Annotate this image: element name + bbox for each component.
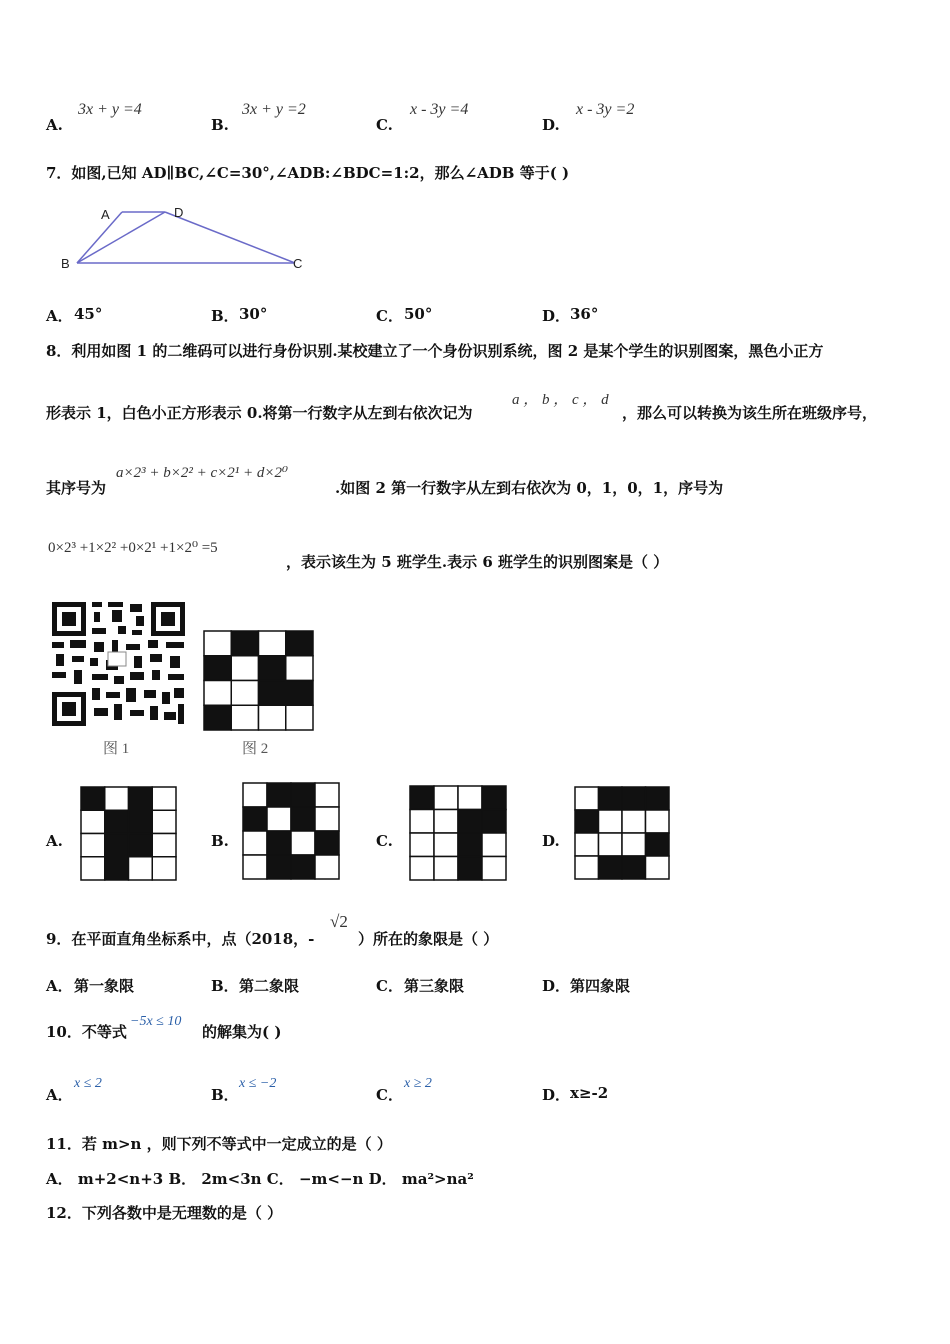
option-b-cell bbox=[291, 783, 315, 807]
option-b-cell bbox=[243, 783, 267, 807]
label-d: D bbox=[174, 205, 184, 220]
option-a-cell bbox=[105, 857, 129, 880]
q8-option-c-letter: C. bbox=[376, 832, 393, 850]
q6-option-d-expr: x - 3y =2 bbox=[576, 101, 635, 118]
figure2-cell bbox=[204, 705, 231, 730]
option-c-cell bbox=[458, 810, 482, 834]
q10-option-a-letter: A． bbox=[46, 1086, 73, 1104]
q8-formula-example: 0×2³ +1×2² +0×2¹ +1×2⁰ =5 bbox=[48, 540, 218, 556]
q11-options: A． m+2<n+3 B． 2m<3n C． −m<−n D． ma²>na² bbox=[46, 1170, 474, 1188]
option-c-cell bbox=[482, 833, 506, 857]
q7-option-b-text: 30° bbox=[239, 305, 268, 323]
option-c-cell bbox=[410, 786, 434, 810]
q7-option-a-text: 45° bbox=[74, 305, 103, 323]
q8-option-d-letter: D. bbox=[542, 832, 560, 850]
figure2-cell bbox=[231, 705, 258, 730]
option-d-cell bbox=[599, 856, 623, 879]
option-d-cell bbox=[646, 810, 670, 833]
option-d-cell bbox=[575, 856, 599, 879]
q6-option-c-letter: C. bbox=[376, 116, 393, 134]
q6-option-c-expr: x - 3y =4 bbox=[410, 101, 469, 118]
option-a-cell bbox=[152, 787, 176, 810]
q8-option-a-grid bbox=[80, 786, 177, 881]
option-b-cell bbox=[243, 807, 267, 831]
option-d-cell bbox=[575, 787, 599, 810]
q8-formula-general: a×2³ + b×2² + c×2¹ + d×2⁰ bbox=[116, 465, 289, 481]
q10-inequality: −5x ≤ 10 bbox=[130, 1014, 182, 1029]
option-c-cell bbox=[410, 857, 434, 881]
figure2-cell bbox=[259, 681, 286, 706]
option-c-cell bbox=[434, 833, 458, 857]
figure2-cell bbox=[231, 681, 258, 706]
option-b-cell bbox=[291, 855, 315, 879]
option-d-cell bbox=[646, 833, 670, 856]
q8-line2-b: ，那么可以转换为该生所在班级序号， bbox=[622, 404, 878, 422]
option-a-cell bbox=[105, 834, 129, 857]
q9-option-a-text: 第一象限 bbox=[74, 977, 135, 995]
figure2-cell bbox=[259, 631, 286, 656]
label-c: C bbox=[293, 256, 303, 271]
qr-code-image bbox=[50, 600, 187, 728]
option-a-cell bbox=[105, 810, 129, 833]
option-d-cell bbox=[622, 833, 646, 856]
q9-option-d-letter: D． bbox=[542, 977, 571, 995]
q10-option-b-expr: x ≤ −2 bbox=[239, 1076, 277, 1091]
option-b-cell bbox=[267, 855, 291, 879]
q8-option-a-letter: A. bbox=[46, 832, 63, 850]
q7-trapezoid-figure bbox=[55, 202, 315, 277]
option-c-cell bbox=[482, 857, 506, 881]
option-b-cell bbox=[291, 831, 315, 855]
q10-stem-a: 10．不等式 bbox=[46, 1023, 127, 1041]
q9-option-c-letter: C． bbox=[376, 977, 403, 995]
option-b-cell bbox=[267, 783, 291, 807]
q10-option-d-letter: D． bbox=[542, 1086, 571, 1104]
q10-stem-b: 的解集为( ) bbox=[202, 1023, 282, 1041]
q9-option-a-letter: A． bbox=[46, 977, 73, 995]
option-a-cell bbox=[129, 787, 153, 810]
option-a-cell bbox=[129, 810, 153, 833]
q9-option-b-text: 第二象限 bbox=[239, 977, 300, 995]
q11-stem: 11．若 m>n ，则下列不等式中一定成立的是（ ） bbox=[46, 1135, 392, 1153]
option-d-cell bbox=[599, 833, 623, 856]
option-a-cell bbox=[129, 857, 153, 880]
option-c-cell bbox=[410, 810, 434, 834]
option-a-cell bbox=[81, 787, 105, 810]
option-a-cell bbox=[152, 834, 176, 857]
q9-option-c-text: 第三象限 bbox=[404, 977, 465, 995]
option-c-cell bbox=[458, 833, 482, 857]
label-a: A bbox=[101, 207, 110, 222]
q7-option-b-letter: B． bbox=[211, 307, 239, 325]
option-d-cell bbox=[575, 810, 599, 833]
figure2-cell bbox=[286, 705, 313, 730]
option-b-cell bbox=[315, 783, 339, 807]
figure2-cell bbox=[231, 656, 258, 681]
label-b: B bbox=[61, 256, 70, 271]
option-b-cell bbox=[315, 855, 339, 879]
q10-option-c-letter: C． bbox=[376, 1086, 403, 1104]
option-c-cell bbox=[434, 810, 458, 834]
q6-option-b-letter: B. bbox=[211, 116, 229, 134]
option-b-cell bbox=[315, 831, 339, 855]
q8-line2-a: 形表示 1，白色小正方形表示 0.将第一行数字从左到右依次记为 bbox=[46, 404, 473, 422]
option-d-cell bbox=[622, 810, 646, 833]
option-a-cell bbox=[152, 810, 176, 833]
option-b-cell bbox=[315, 807, 339, 831]
q8-option-c-grid bbox=[409, 785, 507, 881]
q10-option-a-expr: x ≤ 2 bbox=[74, 1076, 102, 1091]
figure2-cell bbox=[204, 631, 231, 656]
q6-option-b-expr: 3x + y =2 bbox=[242, 101, 306, 118]
option-c-cell bbox=[482, 786, 506, 810]
q9-option-d-text: 第四象限 bbox=[570, 977, 631, 995]
option-d-cell bbox=[646, 787, 670, 810]
option-a-cell bbox=[129, 834, 153, 857]
q8-line3-b: .如图 2 第一行数字从左到右依次为 0，1，0，1，序号为 bbox=[335, 479, 724, 497]
option-d-cell bbox=[622, 856, 646, 879]
figure2-cell bbox=[204, 681, 231, 706]
q6-option-a-expr: 3x + y =4 bbox=[78, 101, 142, 118]
q8-line1: 8．利用如图 1 的二维码可以进行身份识别.某校建立了一个身份识别系统，图 2 是某个学生的识别图案，黑色小正方 bbox=[46, 342, 824, 360]
figure2-cell bbox=[259, 705, 286, 730]
option-b-cell bbox=[243, 831, 267, 855]
q7-option-c-text: 50° bbox=[404, 305, 433, 323]
figure2-caption: 图 2 bbox=[242, 741, 269, 757]
option-c-cell bbox=[458, 857, 482, 881]
figure2-cell bbox=[204, 656, 231, 681]
q7-option-a-letter: A． bbox=[46, 307, 73, 325]
figure2-cell bbox=[286, 656, 313, 681]
q8-vars: a ， b ， c ， d bbox=[512, 392, 609, 408]
figure2-cell bbox=[286, 631, 313, 656]
option-d-cell bbox=[622, 787, 646, 810]
q8-line4-b: ，表示该生为 5 班学生.表示 6 班学生的识别图案是（ ） bbox=[286, 553, 669, 571]
q8-line3-a: 其序号为 bbox=[46, 479, 107, 497]
q6-option-a-letter: A. bbox=[46, 116, 63, 134]
option-c-cell bbox=[482, 810, 506, 834]
q7-option-d-letter: D． bbox=[542, 307, 571, 325]
q9-sqrt: √2 bbox=[330, 912, 348, 931]
option-a-cell bbox=[152, 857, 176, 880]
figure2-grid bbox=[203, 630, 314, 731]
q9-option-b-letter: B． bbox=[211, 977, 239, 995]
q8-option-d-grid bbox=[574, 786, 670, 880]
option-c-cell bbox=[434, 786, 458, 810]
option-a-cell bbox=[81, 857, 105, 880]
q7-stem: 7．如图,已知 AD∥BC,∠C=30°,∠ADB:∠BDC=1:2，那么∠ADB 等于( ) bbox=[46, 164, 570, 182]
option-c-cell bbox=[410, 833, 434, 857]
segment-bd bbox=[77, 212, 165, 263]
option-a-cell bbox=[105, 787, 129, 810]
figure1-caption: 图 1 bbox=[103, 741, 130, 757]
segment-dc bbox=[165, 212, 295, 263]
figure2-cell bbox=[286, 681, 313, 706]
option-c-cell bbox=[458, 786, 482, 810]
q8-option-b-grid bbox=[242, 782, 340, 880]
q12-stem: 12．下列各数中是无理数的是（ ） bbox=[46, 1204, 283, 1222]
q9-stem-b: ）所在的象限是（ ） bbox=[358, 930, 499, 948]
option-b-cell bbox=[243, 855, 267, 879]
option-b-cell bbox=[267, 831, 291, 855]
q8-option-b-letter: B. bbox=[211, 832, 229, 850]
option-d-cell bbox=[646, 856, 670, 879]
option-a-cell bbox=[81, 834, 105, 857]
q7-option-c-letter: C． bbox=[376, 307, 403, 325]
q10-option-d-expr: x≥-2 bbox=[570, 1084, 609, 1102]
option-d-cell bbox=[599, 810, 623, 833]
q10-option-b-letter: B． bbox=[211, 1086, 239, 1104]
option-c-cell bbox=[434, 857, 458, 881]
option-b-cell bbox=[291, 807, 315, 831]
q9-stem-a: 9．在平面直角坐标系中，点（2018，- bbox=[46, 930, 315, 948]
q6-option-d-letter: D. bbox=[542, 116, 560, 134]
q7-option-d-text: 36° bbox=[570, 305, 599, 323]
figure2-cell bbox=[259, 656, 286, 681]
option-b-cell bbox=[267, 807, 291, 831]
segment-ab bbox=[77, 212, 122, 263]
figure2-cell bbox=[231, 631, 258, 656]
option-d-cell bbox=[599, 787, 623, 810]
option-a-cell bbox=[81, 810, 105, 833]
option-d-cell bbox=[575, 833, 599, 856]
q10-option-c-expr: x ≥ 2 bbox=[404, 1076, 432, 1091]
